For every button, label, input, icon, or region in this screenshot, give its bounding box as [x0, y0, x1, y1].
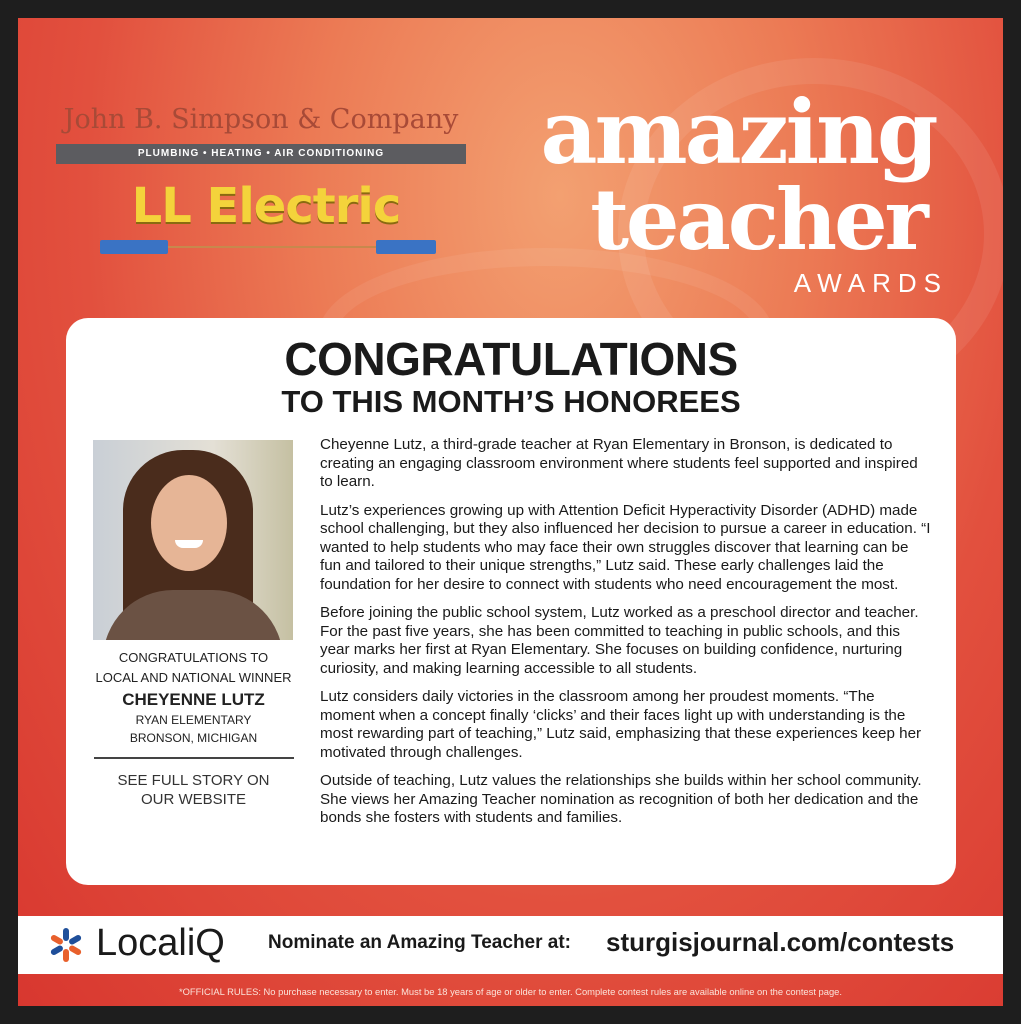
story-paragraph: Lutz considers daily victories in the classroom among her proudest moments. “The moment when a concept finally ‘clicks’ and their faces light up with understanding is the most rewarding part of teaching,” Lutz said, emphasizing that these experiences keep her motivated through challenges.: [320, 688, 922, 761]
caption-divider: [94, 757, 294, 759]
photo-face: [151, 475, 227, 571]
simpson-tagline: PLUMBING • HEATING • AIR CONDITIONING: [56, 144, 466, 164]
official-rules: *OFFICIAL RULES: No purchase necessary to enter. Must be 18 years of age or older to enter. Complete contest rules are available online on the contest page.: [178, 986, 843, 997]
honoree-school: RYAN ELEMENTARY: [135, 713, 252, 727]
ad-frame: [18, 18, 1003, 1006]
wire-left-insulation: [100, 240, 168, 254]
caption-congrats-line2: LOCAL AND NATIONAL WINNER: [95, 670, 292, 685]
simpson-logo: John B. Simpson & Company: [63, 104, 459, 135]
honoree-photo: [93, 440, 293, 640]
honoree-name: CHEYENNE LUTZ: [122, 690, 265, 709]
honoree-caption: [86, 648, 301, 809]
wire-copper: [168, 246, 376, 248]
award-title-amazing: amazing: [540, 80, 936, 184]
caption-congrats-line1: CONGRATULATIONS TO: [118, 650, 269, 665]
localiq-logo-icon: [48, 927, 84, 963]
story-paragraph: Outside of teaching, Lutz values the relationships she builds within her school community. She views her Amazing Teacher nomination as recognition of both her dedication and the bonds she fosters with students and families.: [320, 772, 922, 826]
ll-electric-logo: LL Electric: [131, 178, 401, 234]
full-story-link-line1: SEE FULL STORY ON: [117, 772, 270, 789]
wire-graphic: [100, 240, 436, 254]
honoree-location: BRONSON, MICHIGAN: [129, 731, 258, 745]
full-story-link-line2: OUR WEBSITE: [140, 791, 246, 808]
honoree-card: [66, 318, 956, 885]
localiq-logo-text: LocaliQ: [96, 922, 225, 964]
award-title-teacher: teacher: [590, 170, 926, 269]
story-paragraph: Cheyenne Lutz, a third-grade teacher at Ryan Elementary in Bronson, is dedicated to creating an engaging classroom environment where students feel supported and inspired to learn.: [320, 436, 918, 490]
nominate-label: Nominate an Amazing Teacher at:: [268, 932, 572, 953]
photo-smile: [175, 540, 203, 548]
headline: CONGRATULATIONS: [284, 333, 738, 385]
wire-right-insulation: [376, 240, 436, 254]
honoree-story: [320, 436, 932, 838]
story-paragraph: Before joining the public school system, Lutz worked as a preschool director and teacher. For the past five years, she has been committed to teaching in public schools, and this year marks her first at Ryan Elementary. She focuses on building confidence, nurturing curiosity, and making learning accessible to all students.: [320, 604, 919, 677]
nominate-url-link[interactable]: sturgisjournal.com/contests: [606, 927, 955, 957]
story-paragraph: Lutz’s experiences growing up with Attention Deficit Hyperactivity Disorder (ADHD) made school challenging, but they also influenced her decision to pursue a career in education. “I wanted to help students who may face their own struggles discover that learning can be fun and tailored to their unique strengths,” Lutz said. These early challenges laid the foundation for her desire to connect with students who need encouragement the most.: [320, 501, 931, 593]
nomination-bar: [18, 916, 1003, 974]
award-title-awards: AWARDS: [793, 268, 948, 298]
subheadline: TO THIS MONTH’S HONOREES: [281, 384, 741, 419]
